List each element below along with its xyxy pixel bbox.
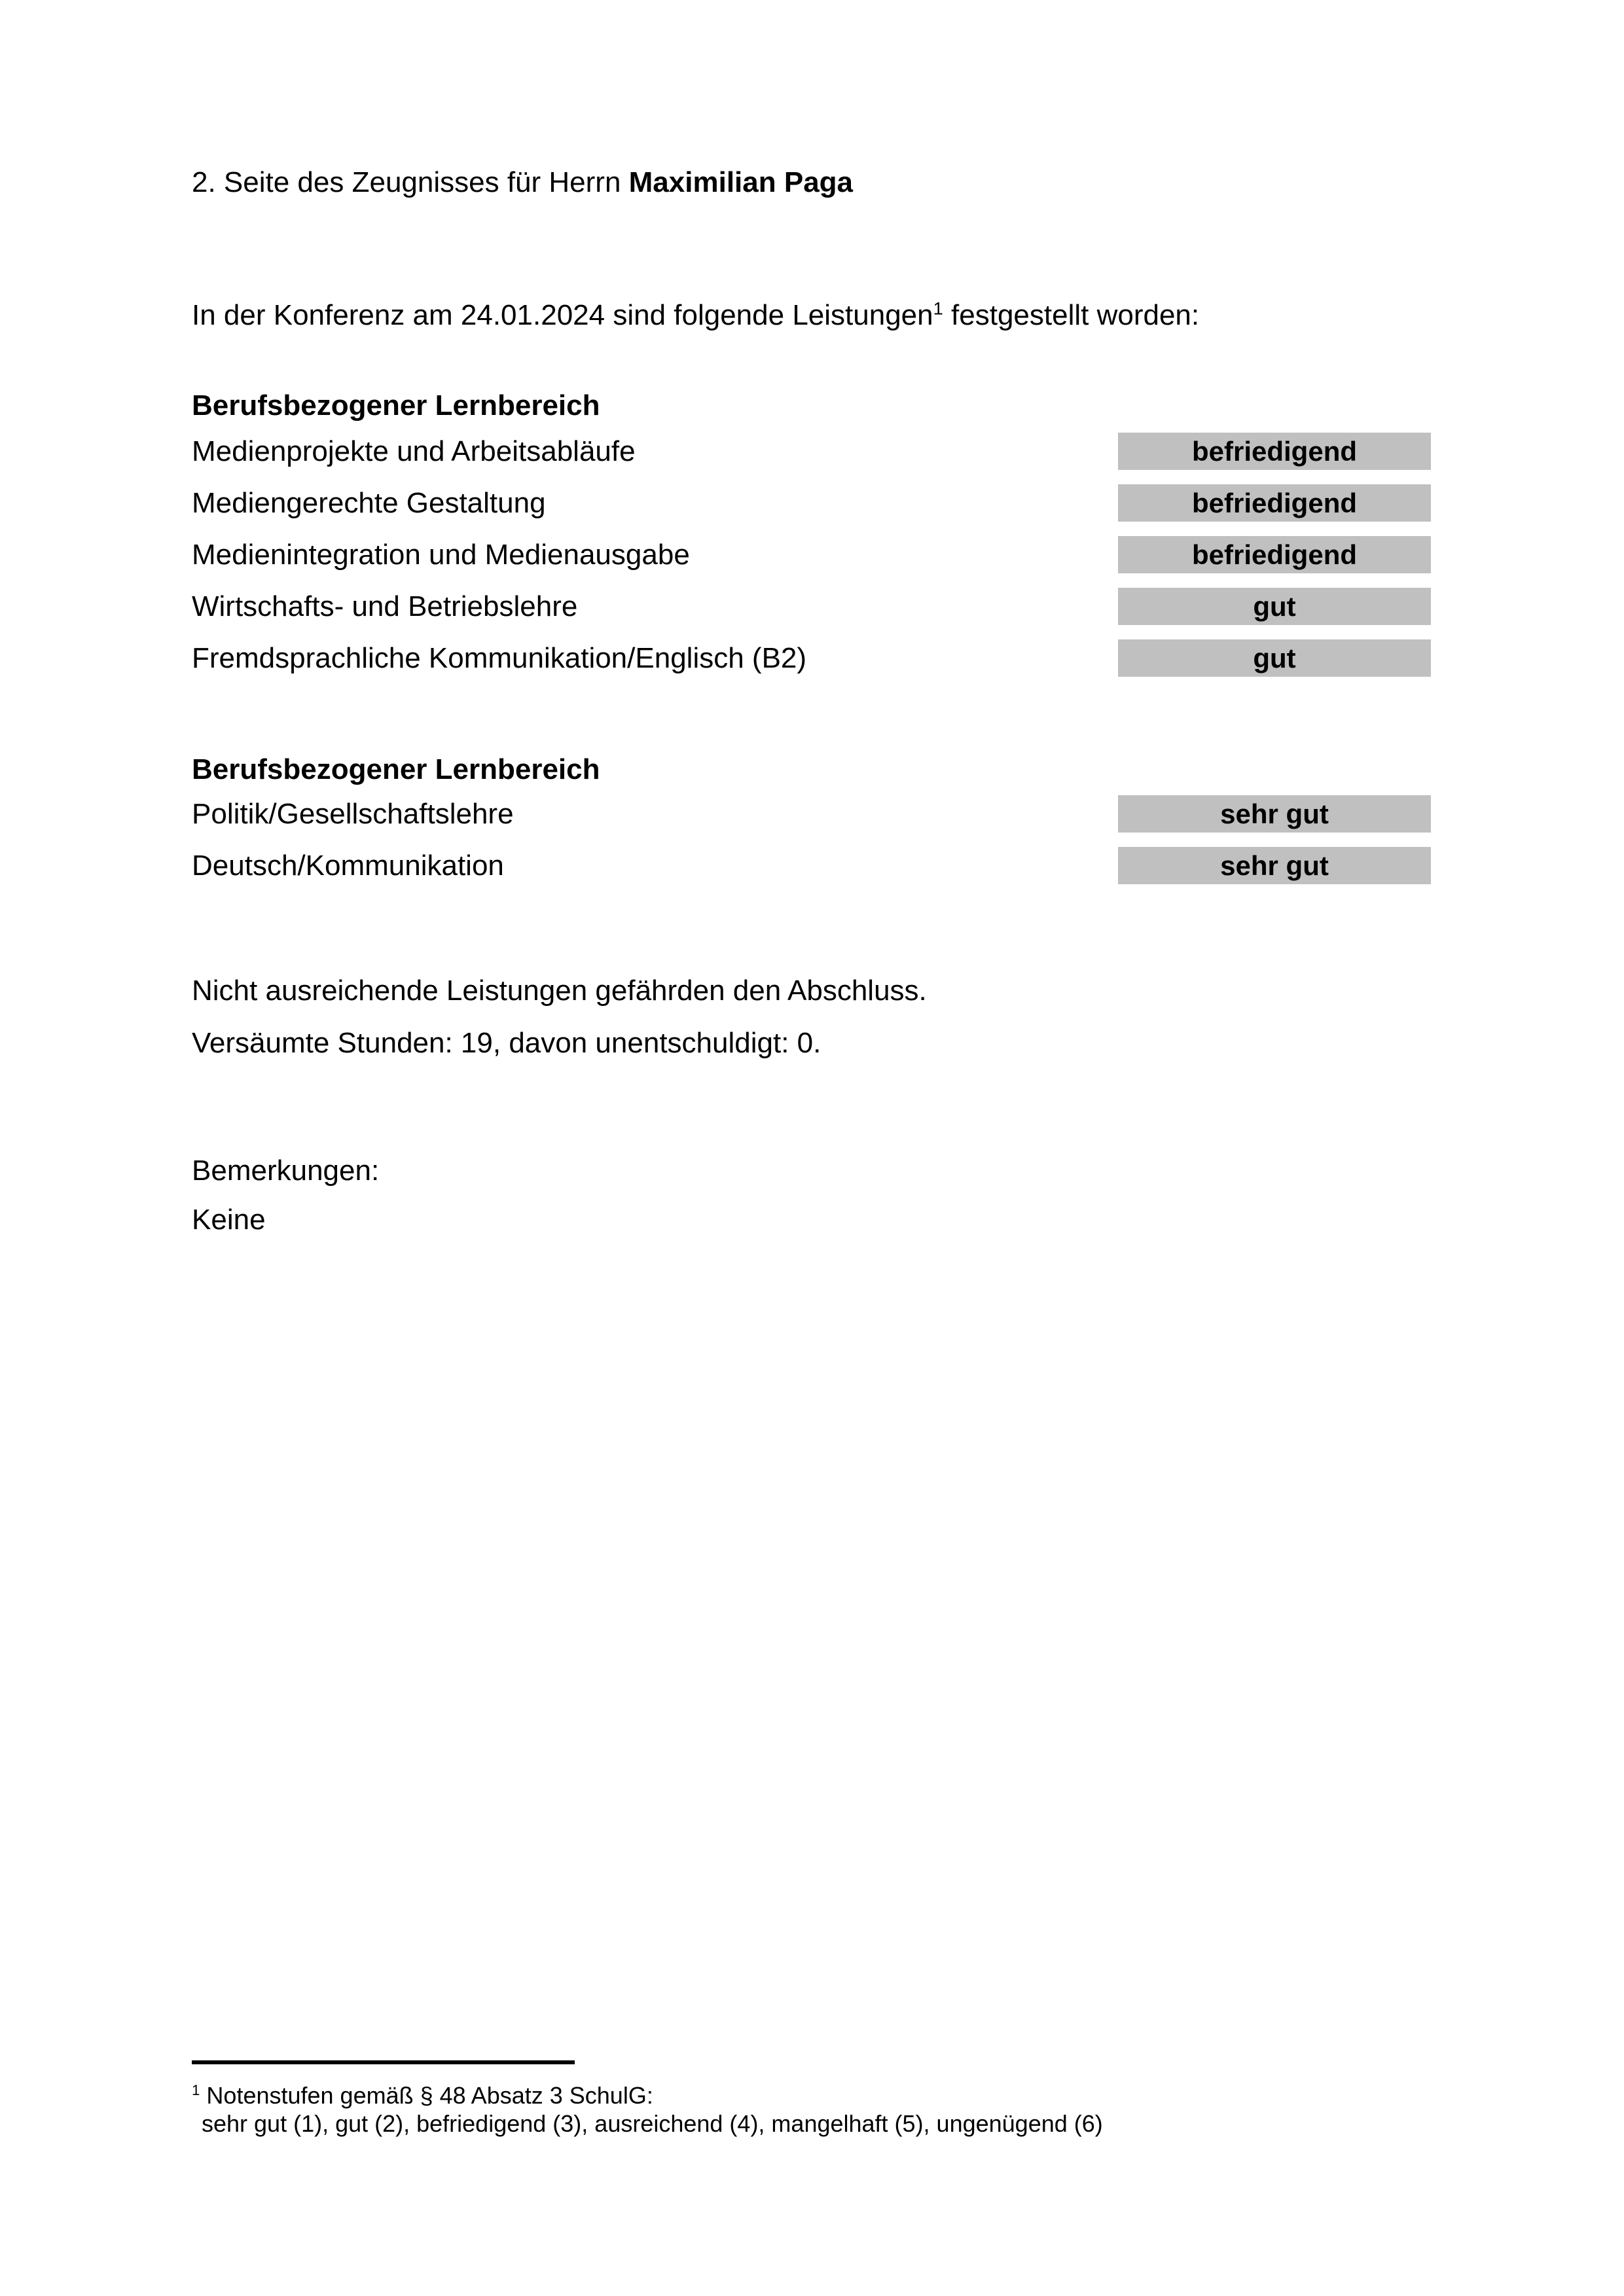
grade-row: [192, 847, 1431, 884]
grade-badge: befriedigend: [1118, 536, 1431, 573]
grade-badge: gut: [1118, 588, 1431, 625]
grade-badge: sehr gut: [1118, 795, 1431, 833]
grade-row: [192, 795, 1431, 833]
grade-row: [192, 433, 1431, 470]
page-title: [192, 166, 853, 200]
grade-row: [192, 536, 1431, 573]
grade-badge: befriedigend: [1118, 484, 1431, 522]
note-warning: Nicht ausreichende Leistungen gefährden den Abschluss.: [192, 975, 927, 1007]
grade-badge: befriedigend: [1118, 433, 1431, 470]
subject-label: Wirtschafts- und Betriebslehre: [192, 590, 578, 622]
grade-row: [192, 484, 1431, 522]
footnote-number-superscript: 1: [192, 2082, 200, 2098]
grade-row: [192, 639, 1431, 677]
section-heading-2: Berufsbezogener Lernbereich: [192, 753, 600, 785]
conference-intro-tail: festgestellt worden:: [943, 299, 1200, 331]
note-absences: Versäumte Stunden: 19, davon unentschuldigt: 0.: [192, 1027, 821, 1059]
conference-intro-text: In der Konferenz am 24.01.2024 sind folgende Leistungen: [192, 299, 933, 331]
subject-label: Deutsch/Kommunikation: [192, 850, 504, 882]
remarks-value: Keine: [192, 1204, 266, 1236]
footnote-line-1-text: Notenstufen gemäß § 48 Absatz 3 SchulG:: [200, 2082, 653, 2109]
subject-label: Medienprojekte und Arbeitsabläufe: [192, 435, 636, 467]
footnote-ref-superscript: 1: [933, 298, 943, 319]
footnote-line-2: sehr gut (1), gut (2), befriedigend (3), ausreichend (4), mangelhaft (5), ungenügend (6): [202, 2110, 1103, 2137]
grade-row: [192, 588, 1431, 625]
subject-label: Fremdsprachliche Kommunikation/Englisch (B2): [192, 642, 807, 674]
grade-badge: gut: [1118, 639, 1431, 677]
footnote-separator-rule: [192, 2060, 575, 2064]
subject-label: Mediengerechte Gestaltung: [192, 487, 546, 519]
page-title-prefix: 2. Seite des Zeugnisses für Herrn: [192, 166, 629, 198]
grade-badge: sehr gut: [1118, 847, 1431, 884]
student-name: Maximilian Paga: [628, 166, 854, 198]
subject-label: Politik/Gesellschaftslehre: [192, 798, 514, 830]
subject-label: Medienintegration und Medienausgabe: [192, 539, 690, 571]
conference-intro: [192, 298, 1199, 332]
remarks-label: Bemerkungen:: [192, 1155, 380, 1187]
footnote-line-1: [192, 2081, 653, 2109]
section-heading-1: Berufsbezogener Lernbereich: [192, 389, 600, 422]
